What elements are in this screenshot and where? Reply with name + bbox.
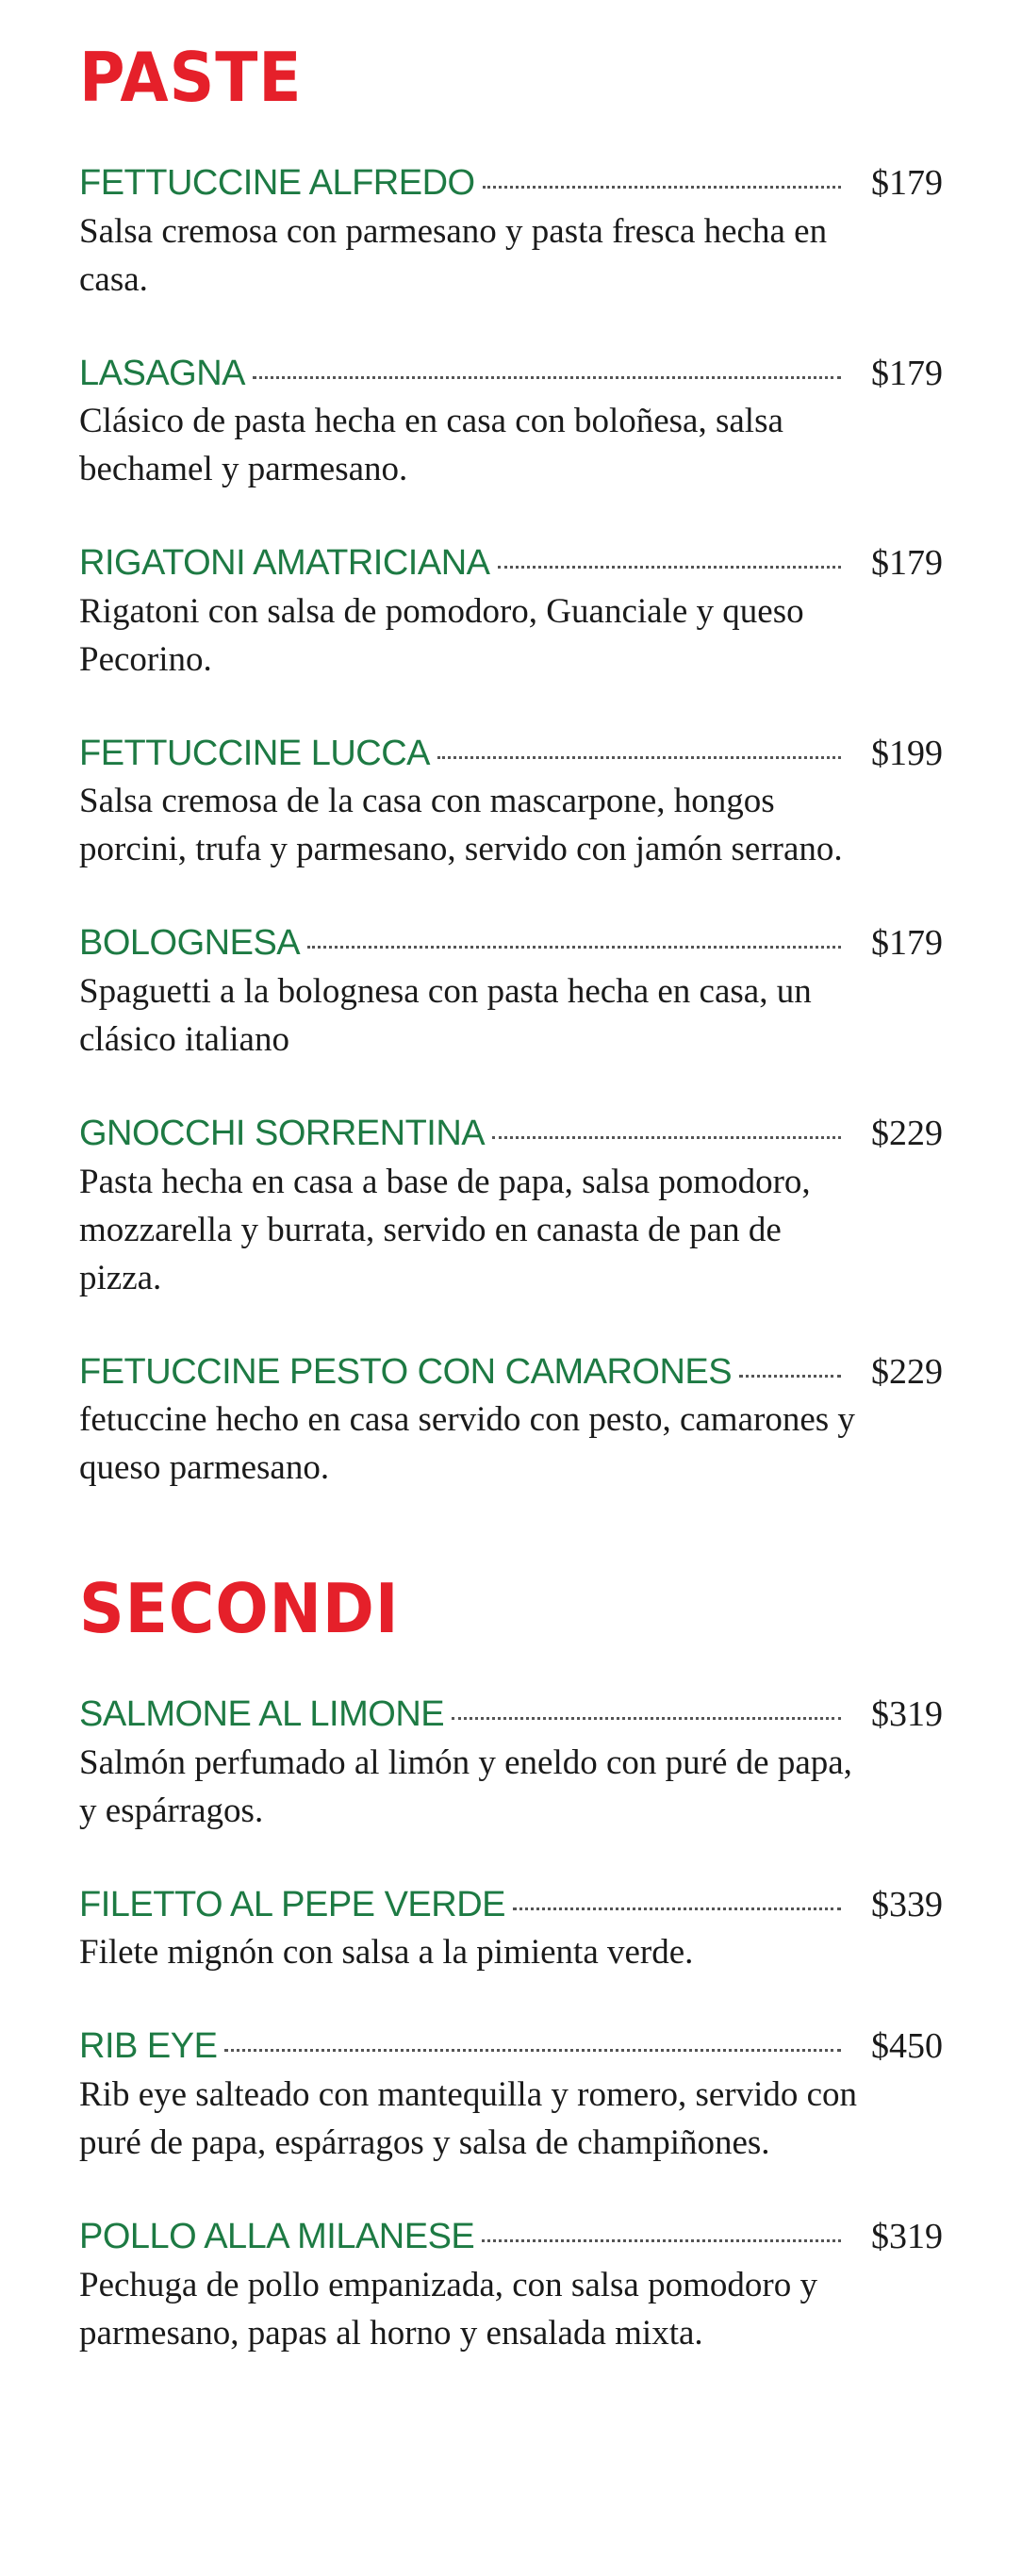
menu-item-name: BOLOGNESA — [79, 923, 301, 964]
menu-item-price: $450 — [871, 2026, 943, 2067]
section-paste — [79, 38, 943, 1492]
menu-item-description: Filete mignón con salsa a la pimienta verde. — [79, 1933, 694, 1973]
menu-item-description: fetuccine hecho en casa servido con pesto, camarones y queso parmesano. — [79, 1400, 855, 1488]
dot-leader — [253, 376, 841, 379]
menu-item-price: $179 — [871, 353, 943, 393]
menu-item-name: LASAGNA — [79, 353, 246, 393]
dot-leader — [492, 1136, 841, 1139]
dot-leader — [739, 1375, 841, 1378]
dot-leader — [437, 756, 841, 759]
menu-item-header — [79, 2025, 943, 2069]
menu-item — [79, 1884, 943, 1977]
menu-item-price: $319 — [871, 1694, 943, 1735]
menu-item-price: $319 — [871, 2216, 943, 2256]
menu-item — [79, 162, 943, 304]
menu-item-name: FETTUCCINE LUCCA — [79, 733, 431, 773]
menu-item-description: Pasta hecha en casa a base de papa, salsa pomodoro, mozzarella y burrata, servido en canasta de pan de pizza. — [79, 1162, 811, 1297]
menu-item-description: Spaguetti a la bolognesa con pasta hecha en casa, un clásico italiano — [79, 971, 812, 1059]
menu-item-description: Rib eye salteado con mantequilla y romero, servido con puré de papa, espárragos y salsa de champiñones. — [79, 2074, 858, 2162]
menu-item-description: Clásico de pasta hecha en casa con boloñesa, salsa bechamel y parmesano. — [79, 402, 783, 489]
section-secondi — [79, 1569, 943, 2356]
menu-item-list — [79, 1693, 943, 2356]
menu-item-header — [79, 1351, 943, 1395]
menu-item — [79, 542, 943, 684]
dot-leader — [307, 946, 841, 949]
menu-item — [79, 1113, 943, 1302]
menu — [79, 38, 943, 2406]
section-title: PASTE — [79, 38, 303, 117]
dot-leader — [513, 1907, 841, 1910]
menu-item-price: $229 — [871, 1351, 943, 1392]
menu-item-name: FETTUCCINE ALFREDO — [79, 163, 475, 203]
menu-item-description: Salmón perfumado al limón y eneldo con puré de papa, y espárragos. — [79, 1742, 852, 1830]
menu-item-header — [79, 1884, 943, 1927]
menu-item-name: GNOCCHI SORRENTINA — [79, 1113, 486, 1153]
dot-leader — [483, 186, 841, 189]
dot-leader — [224, 2049, 841, 2052]
menu-item-header — [79, 162, 943, 206]
menu-item-name: POLLO ALLA MILANESE — [79, 2216, 475, 2256]
menu-item-price: $179 — [871, 923, 943, 964]
dot-leader — [452, 1717, 841, 1720]
menu-item-header — [79, 1113, 943, 1156]
menu-item-header — [79, 353, 943, 396]
menu-item-price: $229 — [871, 1113, 943, 1153]
dot-leader — [482, 2239, 841, 2242]
menu-item-list — [79, 162, 943, 1492]
menu-item-price: $179 — [871, 543, 943, 584]
menu-item-name: RIGATONI AMATRICIANA — [79, 543, 490, 584]
menu-item — [79, 2025, 943, 2167]
menu-item-name: RIB EYE — [79, 2026, 218, 2067]
menu-item-description: Salsa cremosa con parmesano y pasta fresca hecha en casa. — [79, 211, 828, 299]
menu-item-header — [79, 2216, 943, 2259]
menu-item-price: $199 — [871, 733, 943, 773]
menu-item-name: FETUCCINE PESTO CON CAMARONES — [79, 1351, 733, 1392]
menu-item — [79, 1351, 943, 1493]
menu-item-header — [79, 733, 943, 776]
menu-item-name: FILETTO AL PEPE VERDE — [79, 1884, 505, 1924]
menu-item-header — [79, 1693, 943, 1737]
menu-item-header — [79, 922, 943, 966]
menu-item — [79, 922, 943, 1064]
menu-item-description: Salsa cremosa de la casa con mascarpone, hongos porcini, trufa y parmesano, servido con jamón serrano. — [79, 782, 843, 869]
menu-item-price: $179 — [871, 163, 943, 203]
menu-item-price: $339 — [871, 1884, 943, 1924]
menu-item-description: Rigatoni con salsa de pomodoro, Guanciale y queso Pecorino. — [79, 591, 804, 679]
menu-item — [79, 1693, 943, 1835]
dot-leader — [498, 566, 842, 569]
menu-item-name: SALMONE AL LIMONE — [79, 1694, 445, 1735]
menu-item — [79, 2216, 943, 2357]
menu-item-description: Pechuga de pollo empanizada, con salsa pomodoro y parmesano, papas al horno y ensalada mixta. — [79, 2265, 817, 2353]
menu-item — [79, 733, 943, 874]
menu-item-header — [79, 542, 943, 586]
section-title: SECONDI — [79, 1569, 400, 1649]
menu-item — [79, 353, 943, 494]
